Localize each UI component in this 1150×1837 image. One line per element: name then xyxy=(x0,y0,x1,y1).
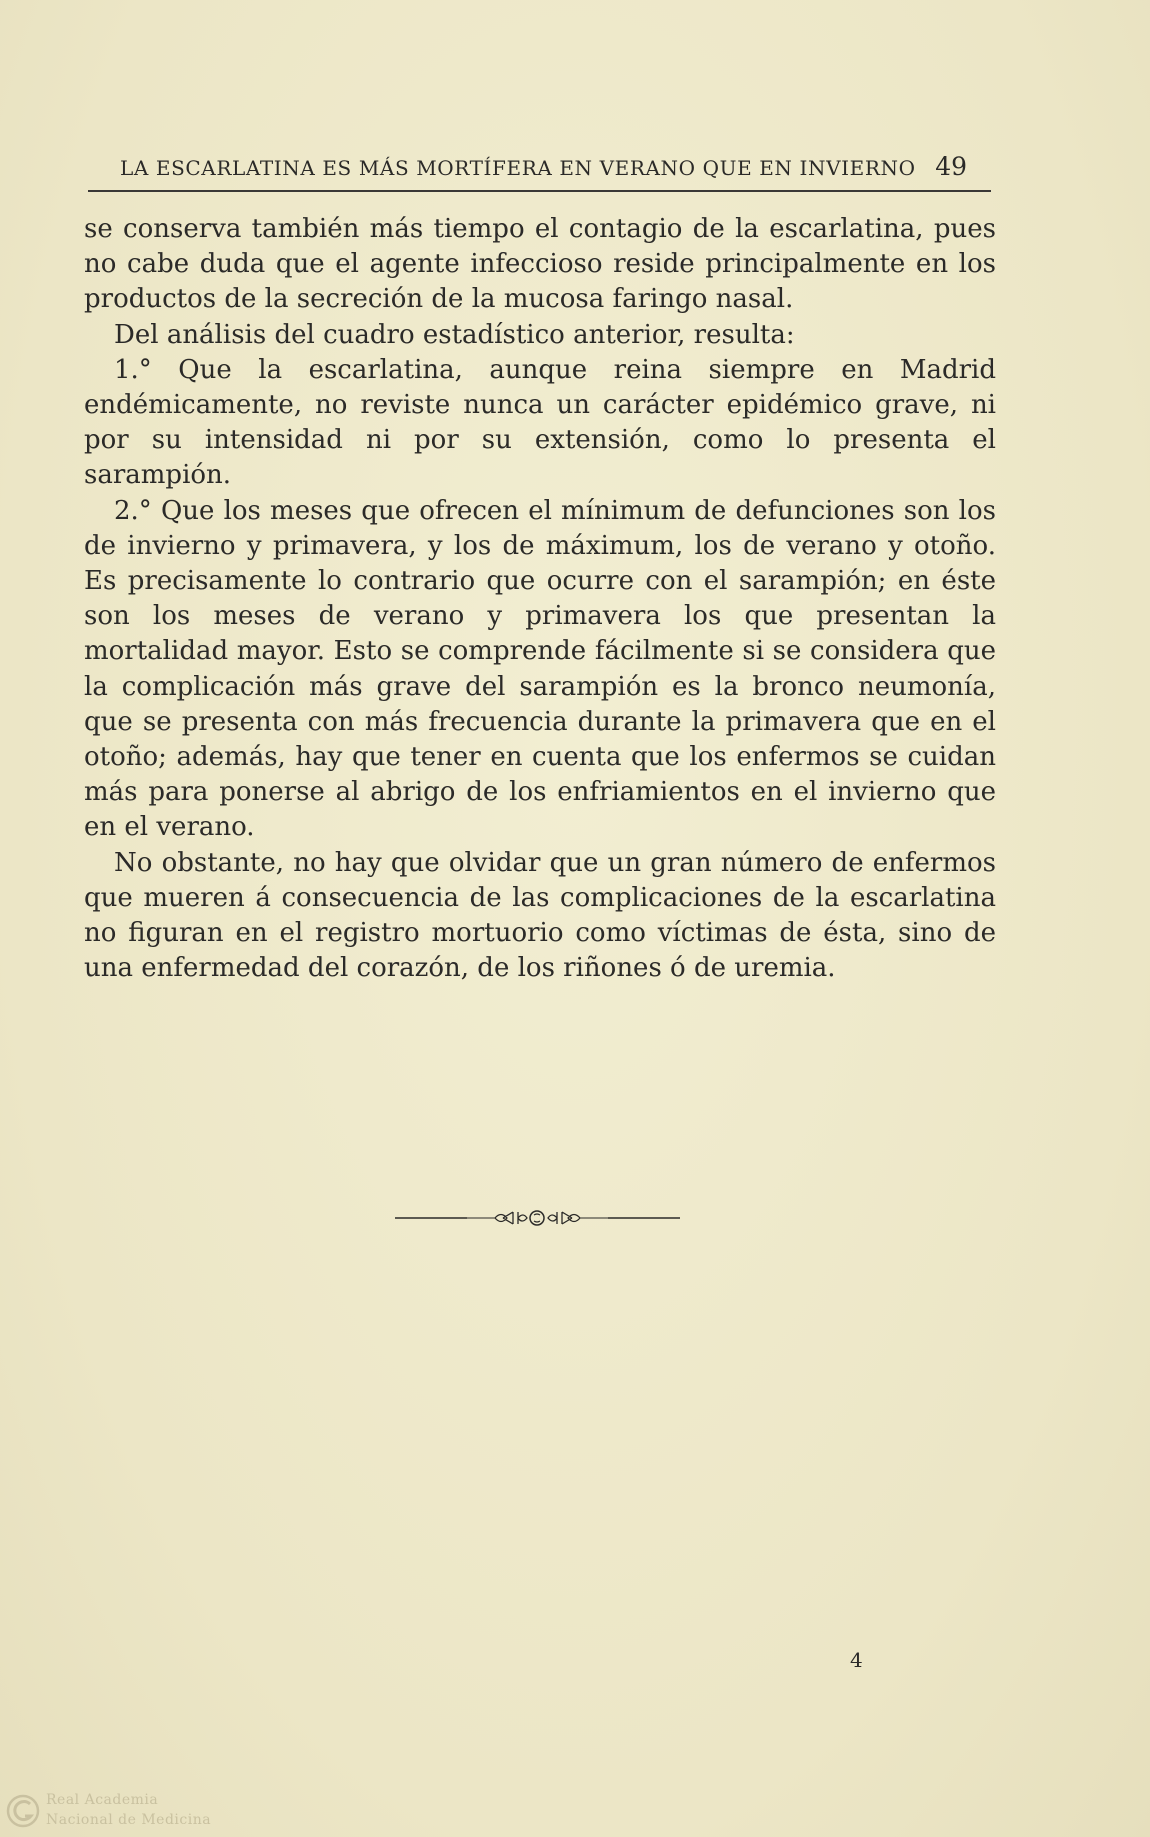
paragraph-point-2: 2.° Que los meses que ofrecen el mínimum de defunciones son los de invierno y primavera, y los de máximum, los de verano y otoño. Es precisamente lo contrario que ocurre con el sarampión; en éste son los meses de verano y primavera los que presentan la mortalidad mayor. Esto se comprende fácilmente si se considera que la complicación más grave del sarampión es la bronco neumonía, que se presenta con más frecuencia durante la primavera que en el otoño; además, hay que tener en cuenta que los enfermos se cuidan más para ponerse al abrigo de los enfriamientos en el invierno que en el verano. xyxy=(84,495,996,843)
paragraph-analysis-intro: Del análisis del cuadro estadístico anterior, resulta: xyxy=(114,319,795,350)
paragraph-conclusion: No obstante, no hay que olvidar que un gran número de enfermos que mueren á consecuencia de las complicaciones de la escarlatina no figuran en el registro mortuorio como víctimas de ésta, sino de una enfermedad del corazón, de los riñones ó de uremia. xyxy=(84,847,996,984)
ornamental-divider-icon xyxy=(395,1205,680,1231)
signature-mark: 4 xyxy=(850,1648,863,1672)
running-header-title: LA ESCARLATINA ES MÁS MORTÍFERA EN VERANO QUE EN INVIERNO xyxy=(120,156,916,180)
paragraph-point-1: 1.° Que la escarlatina, aunque reina siempre en Madrid endémicamente, no reviste nunca un carácter epidémico grave, ni por su intensidad ni por su extensión, como lo presenta el sarampión. xyxy=(84,354,996,491)
running-header xyxy=(88,150,991,192)
library-watermark xyxy=(6,1790,212,1836)
watermark-line-2: Nacional de Medicina xyxy=(46,1812,212,1828)
page-number: 49 xyxy=(935,152,967,181)
body-text xyxy=(84,212,996,986)
paragraph-continuation: se conserva también más tiempo el contagio de la escarlatina, pues no cabe duda que el agente infeccioso reside principalmente en los productos de la secreción de la mucosa faringo nasal. xyxy=(84,214,996,315)
watermark-line-1: Real Academia xyxy=(46,1792,159,1808)
academy-seal-icon xyxy=(6,1794,40,1828)
